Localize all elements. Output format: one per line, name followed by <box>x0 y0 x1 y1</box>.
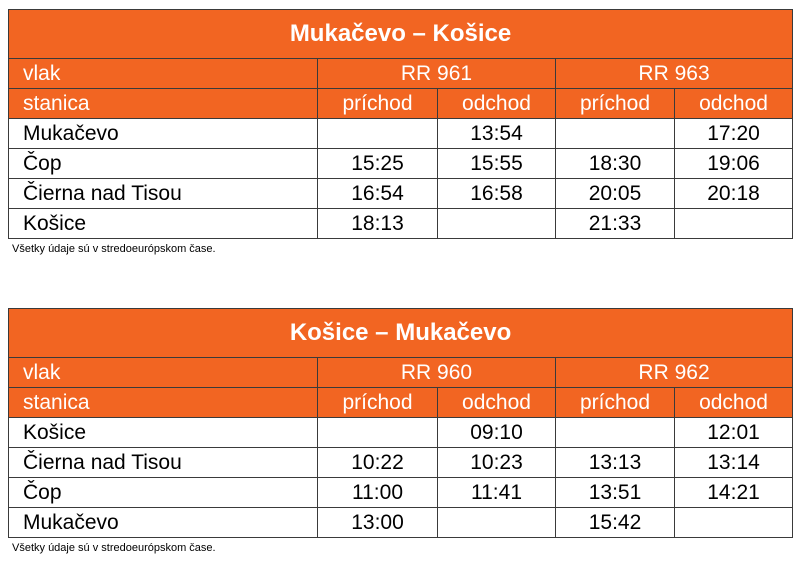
train-number: RR 961 <box>318 59 556 89</box>
time-cell: 15:55 <box>438 149 556 179</box>
time-cell: 13:00 <box>318 508 438 538</box>
station-name: Mukačevo <box>9 508 318 538</box>
time-cell: 11:41 <box>438 478 556 508</box>
time-cell: 15:25 <box>318 149 438 179</box>
time-cell <box>438 209 556 239</box>
station-name: Mukačevo <box>9 119 318 149</box>
time-cell: 13:13 <box>556 448 675 478</box>
departure-header: odchod <box>675 388 793 418</box>
time-cell: 21:33 <box>556 209 675 239</box>
time-cell: 10:23 <box>438 448 556 478</box>
time-cell: 18:13 <box>318 209 438 239</box>
table-row <box>9 508 793 538</box>
station-name: Čierna nad Tisou <box>9 179 318 209</box>
time-cell: 12:01 <box>675 418 793 448</box>
time-cell <box>556 418 675 448</box>
time-cell: 14:21 <box>675 478 793 508</box>
station-name: Košice <box>9 418 318 448</box>
time-cell: 13:51 <box>556 478 675 508</box>
time-cell: 15:42 <box>556 508 675 538</box>
time-cell <box>318 119 438 149</box>
departure-header: odchod <box>438 89 556 119</box>
station-name: Čierna nad Tisou <box>9 448 318 478</box>
timetable-kosice-mukacevo <box>8 308 792 554</box>
time-cell: 16:54 <box>318 179 438 209</box>
time-cell <box>675 209 793 239</box>
arrival-header: príchod <box>556 388 675 418</box>
time-cell <box>675 508 793 538</box>
time-cell: 16:58 <box>438 179 556 209</box>
train-number: RR 960 <box>318 358 556 388</box>
timezone-note: Všetky údaje sú v stredoeurópskom čase. <box>12 243 216 255</box>
departure-header: odchod <box>675 89 793 119</box>
arrival-header: príchod <box>318 388 438 418</box>
table-row <box>9 179 793 209</box>
time-cell: 18:30 <box>556 149 675 179</box>
departure-header: odchod <box>438 388 556 418</box>
timetable <box>8 308 793 538</box>
time-cell: 20:18 <box>675 179 793 209</box>
table-row <box>9 149 793 179</box>
time-cell: 11:00 <box>318 478 438 508</box>
time-cell: 20:05 <box>556 179 675 209</box>
train-label: vlak <box>9 59 318 89</box>
time-cell: 13:14 <box>675 448 793 478</box>
time-cell <box>438 508 556 538</box>
table-row <box>9 478 793 508</box>
station-label: stanica <box>9 388 318 418</box>
time-cell: 13:54 <box>438 119 556 149</box>
timetable <box>8 9 793 239</box>
timetable-mukacevo-kosice <box>8 9 792 255</box>
table-row <box>9 119 793 149</box>
station-name: Čop <box>9 149 318 179</box>
time-cell <box>318 418 438 448</box>
table-title: Košice – Mukačevo <box>9 309 793 358</box>
train-number: RR 963 <box>556 59 793 89</box>
table-title: Mukačevo – Košice <box>9 10 793 59</box>
table-row <box>9 418 793 448</box>
time-cell: 19:06 <box>675 149 793 179</box>
arrival-header: príchod <box>318 89 438 119</box>
time-cell: 09:10 <box>438 418 556 448</box>
table-row <box>9 209 793 239</box>
station-label: stanica <box>9 89 318 119</box>
train-label: vlak <box>9 358 318 388</box>
time-cell: 10:22 <box>318 448 438 478</box>
table-row <box>9 448 793 478</box>
timezone-note: Všetky údaje sú v stredoeurópskom čase. <box>12 542 216 554</box>
train-number: RR 962 <box>556 358 793 388</box>
station-name: Čop <box>9 478 318 508</box>
time-cell <box>556 119 675 149</box>
time-cell: 17:20 <box>675 119 793 149</box>
arrival-header: príchod <box>556 89 675 119</box>
station-name: Košice <box>9 209 318 239</box>
